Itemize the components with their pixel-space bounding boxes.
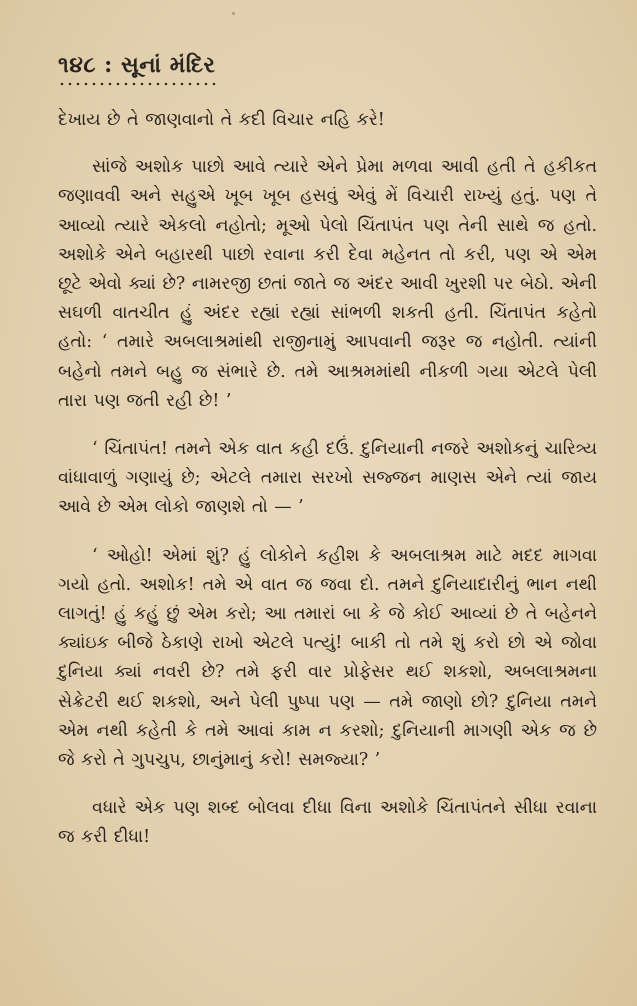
paragraph-3: ‘ ઓહો! એમાં શું? હું લોકોને કહીશ કે અબલાશ્રમ માટે મદદ માગવા ગયો હતો. અશોક! તમે એ વાત જ જવા દો. તમને દુનિયાદારીનું ભાન નથી લાગતું! હું કહું છું એમ કરો; આ તમારાં બા કે જે કોઈ આવ્યાં છે તે બહેનને ક્યાંઇક બીજે ઠેકાણે રાખો એટલે પત્યું! બાકી તો તમે શું કરો છો એ જોવા દુનિયા ક્યાં નવરી છે? તમે ફરી વાર પ્રોફેસર થઈ શકશો, અબલાશ્રમના સેક્રેટરી થઈ શકશો, અને પેલી પુષ્પા પણ — તમે જાણો છો? દુનિયા તમને એમ નથી કહેતી કે તમે આવાં કામ ન કરશો; દુનિયાની માગણી એક જ છે જે કરો તે ગુપચુપ, છાનુંમાનું કરો! સમજ્યા? ’	[58, 545, 597, 771]
paragraph-4: વધારે એક પણ શબ્દ બોલવા દીધા વિના અશોકે ચિંતાપંતને સીધા રવાના જ કરી દીધા!	[58, 798, 597, 848]
paragraph-1: સાંજે અશોક પાછો આવે ત્યારે એને પ્રેમા મળવા આવી હતી તે હકીકત જણાવવી અને સહુએ ખૂબ ખૂબ હસવું એવું મેં વિચારી રાખ્યું હતું. પણ તે આવ્યો ત્યારે એકલો નહોતો; મૂઓ પેલો ચિંતાપંત પણ તેની સાથે જ હતો. અશોકે એને બહારથી પાછો રવાના કરી દેવા મહેનત તો કરી, પણ એ એમ છૂટે એવો ક્યાં છે? નામરજી છતાં જાતે જ અંદર આવી ખુરશી પર બેઠો. એની સઘળી વાતચીત હું અંદર રહ્યાં રહ્યાં સાંભળી શકતી હતી. ચિંતાપંત કહેતો હતો: ‘ તમારે અબલાશ્રમાંથી રાજીનામું આપવાની જરૂર જ નહોતી. ત્યાંની બહેનો તમને બહુ જ સંભારે છે. તમે આશ્રમમાંથી નીકળી ગયા એટલે પેલી તારા પણ જતી રહી છે! ’	[58, 157, 597, 411]
header-dotted-rule	[58, 82, 216, 86]
paragraph-2: ‘ ચિંતાપંત! તમને એક વાત કહી દઉં. દુનિયાની નજરે અશોકનું ચારિત્ર્ય વાંધાવાળું ગણાયું છે; એટલે તમારા સરખો સજ્જન માણસ એને ત્યાં જાય આવે છે એમ લોકો જાણશે તો — ’	[58, 439, 597, 518]
opening-line: દેખાય છે તે જાણવાનો તે કદી વિચાર નહિ કરે!	[58, 110, 385, 130]
page-header: ૧૪૮ : સૂનાં મંદિર	[58, 52, 216, 78]
paper-speck	[232, 12, 235, 15]
